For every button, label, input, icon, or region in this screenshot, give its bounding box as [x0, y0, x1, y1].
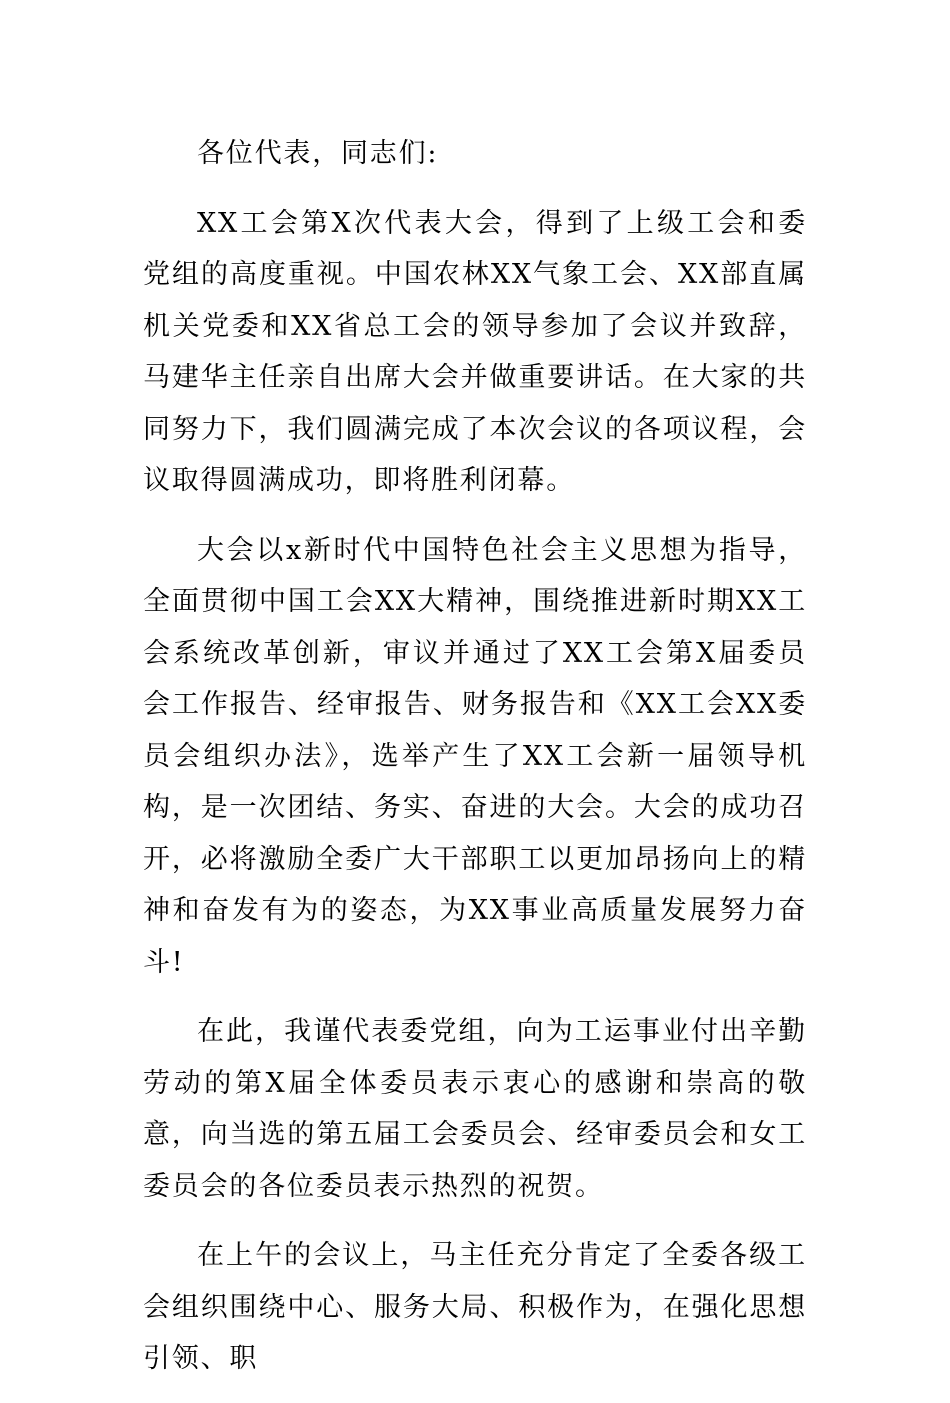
- body-paragraph-1: XX工会第X次代表大会，得到了上级工会和委党组的高度重视。中国农林XX气象工会、XX部直属机关党委和XX省总工会的领导参加了会议并致辞，马建华主任亲自出席大会并做重要讲话。在大家的共同努力下，我们圆满完成了本次会议的各项议程，会议取得圆满成功，即将胜利闭幕。: [143, 207, 807, 496]
- document-body: [143, 128, 807, 1403]
- body-paragraph-4: 在上午的会议上，马主任充分肯定了全委各级工会组织围绕中心、服务大局、积极作为，在强化思想引领、职: [143, 1240, 807, 1374]
- body-paragraph-3: 在此，我谨代表委党组，向为工运事业付出辛勤劳动的第X届全体委员表示衷心的感谢和崇高的敬意，向当选的第五届工会委员会、经审委员会和女工委员会的各位委员表示热烈的祝贺。: [143, 1016, 807, 1202]
- body-paragraph-2: 大会以x新时代中国特色社会主义思想为指导，全面贯彻中国工会XX大精神，围绕推进新时期XX工会系统改革创新，审议并通过了XX工会第X届委员会工作报告、经审报告、财务报告和《XX工会XX委员会组织办法》，选举产生了XX工会新一届领导机构，是一次团结、务实、奋进的大会。大会的成功召开，必将激励全委广大干部职工以更加昂扬向上的精神和奋发有为的姿态，为XX事业高质量发展努力奋斗!: [143, 534, 807, 978]
- salutation-paragraph: 各位代表，同志们:: [197, 138, 439, 169]
